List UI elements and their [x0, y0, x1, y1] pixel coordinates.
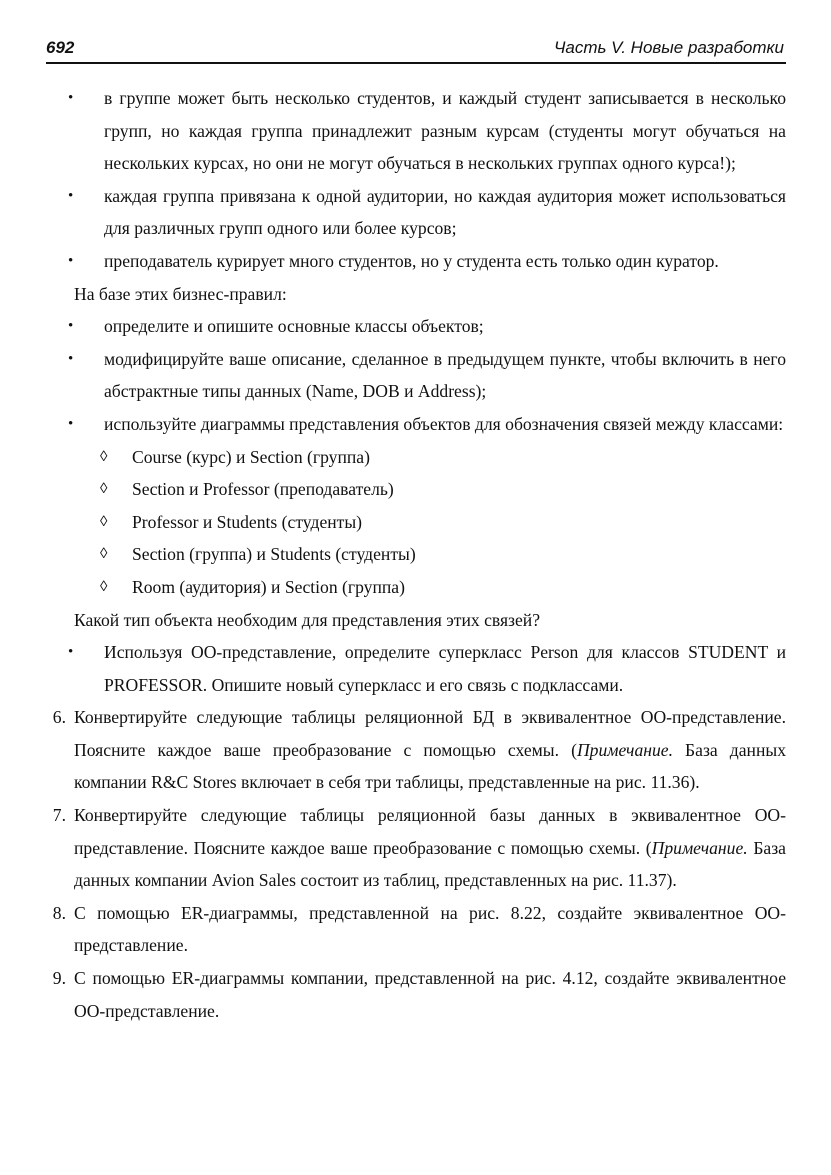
bullet-marker: •	[68, 90, 74, 106]
exercise-text: База данных компании R&C Stores включает в себя три таблицы, представленные на рис. 11.36).	[74, 739, 786, 793]
list-item	[46, 180, 786, 245]
relation-item	[46, 538, 786, 571]
diamond-marker: ◊	[100, 578, 108, 595]
exercise-6	[46, 701, 786, 799]
exercise-text: С помощью ER-диаграммы компании, представленной на рис. 4.12, создайте эквивалентное ОО-представление.	[74, 968, 786, 1021]
bullet-marker: •	[68, 415, 74, 432]
list-item-text: преподаватель курирует много студентов, но у студента есть только один куратор.	[104, 250, 719, 271]
list-item	[46, 82, 786, 180]
page-header	[46, 36, 786, 64]
relation-item	[46, 473, 786, 506]
list-item	[46, 343, 786, 408]
list-item-text: модифицируйте ваше описание, сделанное в предыдущем пункте, чтобы включить в него абстрактные типы данных (Name, DOB и Address);	[104, 348, 786, 402]
relation-text: Room (аудитория) и Section (группа)	[132, 576, 405, 597]
relation-item	[46, 506, 786, 539]
paragraph: На базе этих бизнес-правил:	[74, 283, 287, 304]
bullet-marker: •	[68, 350, 74, 367]
page-body	[46, 82, 786, 1027]
bullet-marker: •	[68, 644, 74, 661]
exercise-number: 8.	[52, 902, 66, 923]
diamond-marker: ◊	[100, 546, 108, 563]
exercise-text: С помощью ER-диаграммы, представленной на рис. 8.22, создайте эквивалентное ОО-представление.	[74, 902, 786, 956]
list-item	[46, 408, 786, 441]
bullet-marker: •	[68, 187, 74, 204]
relation-item	[46, 441, 786, 474]
exercise-text: Конвертируйте следующие таблицы реляционной базы данных в эквивалентное ОО-представление. Поясните каждое ваше преобразование с помощью схемы. (	[74, 805, 786, 858]
relation-text: Section и Professor (преподаватель)	[132, 479, 394, 500]
bullet-marker: •	[68, 318, 74, 335]
diamond-marker: ◊	[100, 448, 108, 465]
list-item-text: определите и опишите основные классы объектов;	[104, 316, 484, 337]
bullet-marker: •	[68, 252, 74, 269]
relation-item	[46, 571, 786, 604]
exercise-number: 9.	[52, 968, 66, 989]
relation-text: Course (курс) и Section (группа)	[132, 446, 370, 467]
relation-text: Professor и Students (студенты)	[132, 511, 363, 532]
exercise-9	[46, 962, 786, 1027]
diamond-marker: ◊	[100, 481, 108, 498]
running-title: Часть V. Новые разработки	[553, 38, 784, 57]
list-item	[46, 245, 786, 278]
note-label: Примечание.	[651, 837, 748, 858]
page-number: 692	[46, 38, 75, 57]
list-item-text: Используя ОО-представление, определите суперкласс Person для классов STUDENT и PROFESSOR. Опишите новый суперкласс и его связь с подклассами.	[104, 642, 786, 695]
paragraph: Какой тип объекта необходим для представления этих связей?	[74, 609, 541, 630]
list-item-text: каждая группа привязана к одной аудитории, но каждая аудитория может использоваться для различных групп одного или более курсов;	[104, 185, 786, 239]
relation-text: Section (группа) и Students (студенты)	[132, 544, 416, 565]
list-item	[46, 310, 786, 343]
list-item-text: в группе может быть несколько студентов, и каждый студент записывается в несколько групп, но каждая группа принадлежит разным курсам (студенты могут обучаться на нескольких курсах, но они не могут обучаться в нескольких группах одного курса!);	[104, 88, 786, 174]
exercise-7	[46, 799, 786, 897]
exercise-8	[46, 897, 786, 962]
exercise-number: 6.	[52, 707, 66, 728]
exercise-text: Конвертируйте следующие таблицы реляционной БД в эквивалентное ОО-представление. Поясните каждое ваше преобразование с помощью схемы. (	[74, 707, 786, 760]
exercise-number: 7.	[52, 805, 66, 826]
list-item-text: используйте диаграммы представления объектов для обозначения связей между классами:	[104, 413, 784, 434]
note-label: Примечание.	[576, 739, 673, 760]
exercise-text: База данных компании Avion Sales состоит из таблиц, представленных на рис. 11.37).	[74, 837, 786, 891]
diamond-marker: ◊	[100, 513, 108, 530]
list-item	[46, 636, 786, 701]
